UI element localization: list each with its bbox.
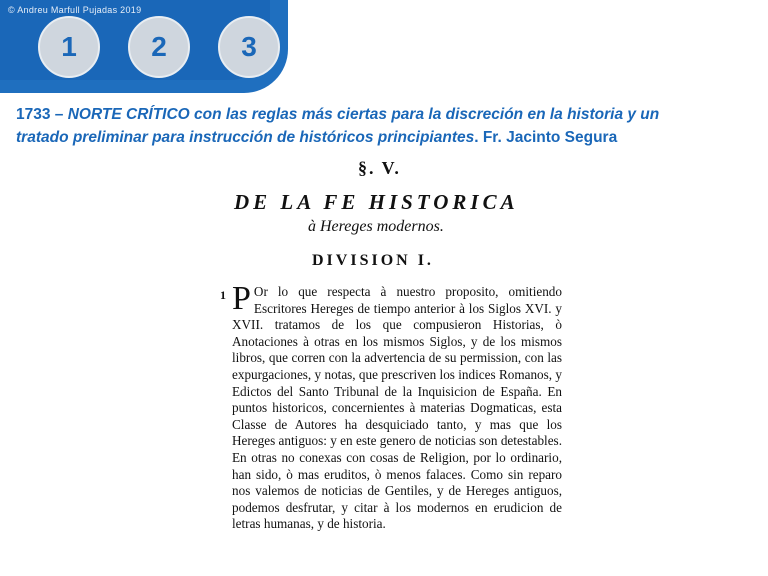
caption-author: . Fr. Jacinto Segura xyxy=(474,129,618,146)
header-banner xyxy=(0,0,288,93)
book-caption xyxy=(16,103,716,149)
body-text: Or lo que respecta à nuestro proposito, omitiendo Escritores Hereges de tiempo anterior à los Siglos XVI. y XVII. tratamos de los que compusieron Historias, ò Anotaciones à otras en los mismos Siglos, y de los mismos libros, que corren con la advertencia de su permission, con las expurgaciones, y notas, que prescriven los indices Romanos, y Edictos del Santo Tribunal de la Inquisicion de España. En puntos historicos, concernientes à materias Dogmaticas, esta Classe de Autores ha desquiciado tanto, y mas que los Hereges antiguos: y en este genero de noticias son detestables. En otras no conexas con cosas de Religion, por lo ordinario, han sido, ò mas eruditos, ò menos falaces. Como sin reparo nos valemos de noticias de Gentiles, y de Hereges antiguos, podemos desfrutar, y citar à los modernos en erudicion de letras humanas, y de historia. xyxy=(232,284,562,532)
scanned-page xyxy=(196,152,562,570)
drop-cap: P xyxy=(232,280,251,317)
nav-button-1[interactable]: 1 xyxy=(38,16,100,78)
paragraph-number: 1 xyxy=(220,288,226,302)
page-heading: DE LA FE HISTORICA xyxy=(234,190,519,214)
nav-button-2[interactable]: 2 xyxy=(128,16,190,78)
section-mark: §. V. xyxy=(358,158,401,178)
body-paragraph xyxy=(196,280,562,533)
copyright-text: © Andreu Marfull Pujadas 2019 xyxy=(8,5,142,15)
caption-title: NORTE CRÍTICO con las reglas más ciertas para la discreción en la historia y un tratado preliminar para instrucción de históricos principiantes xyxy=(16,106,660,146)
page-subheading: à Hereges modernos. xyxy=(308,218,444,235)
caption-year: 1733 – xyxy=(16,106,64,123)
division-heading: DIVISION I. xyxy=(312,252,434,269)
nav-button-3[interactable]: 3 xyxy=(218,16,280,78)
